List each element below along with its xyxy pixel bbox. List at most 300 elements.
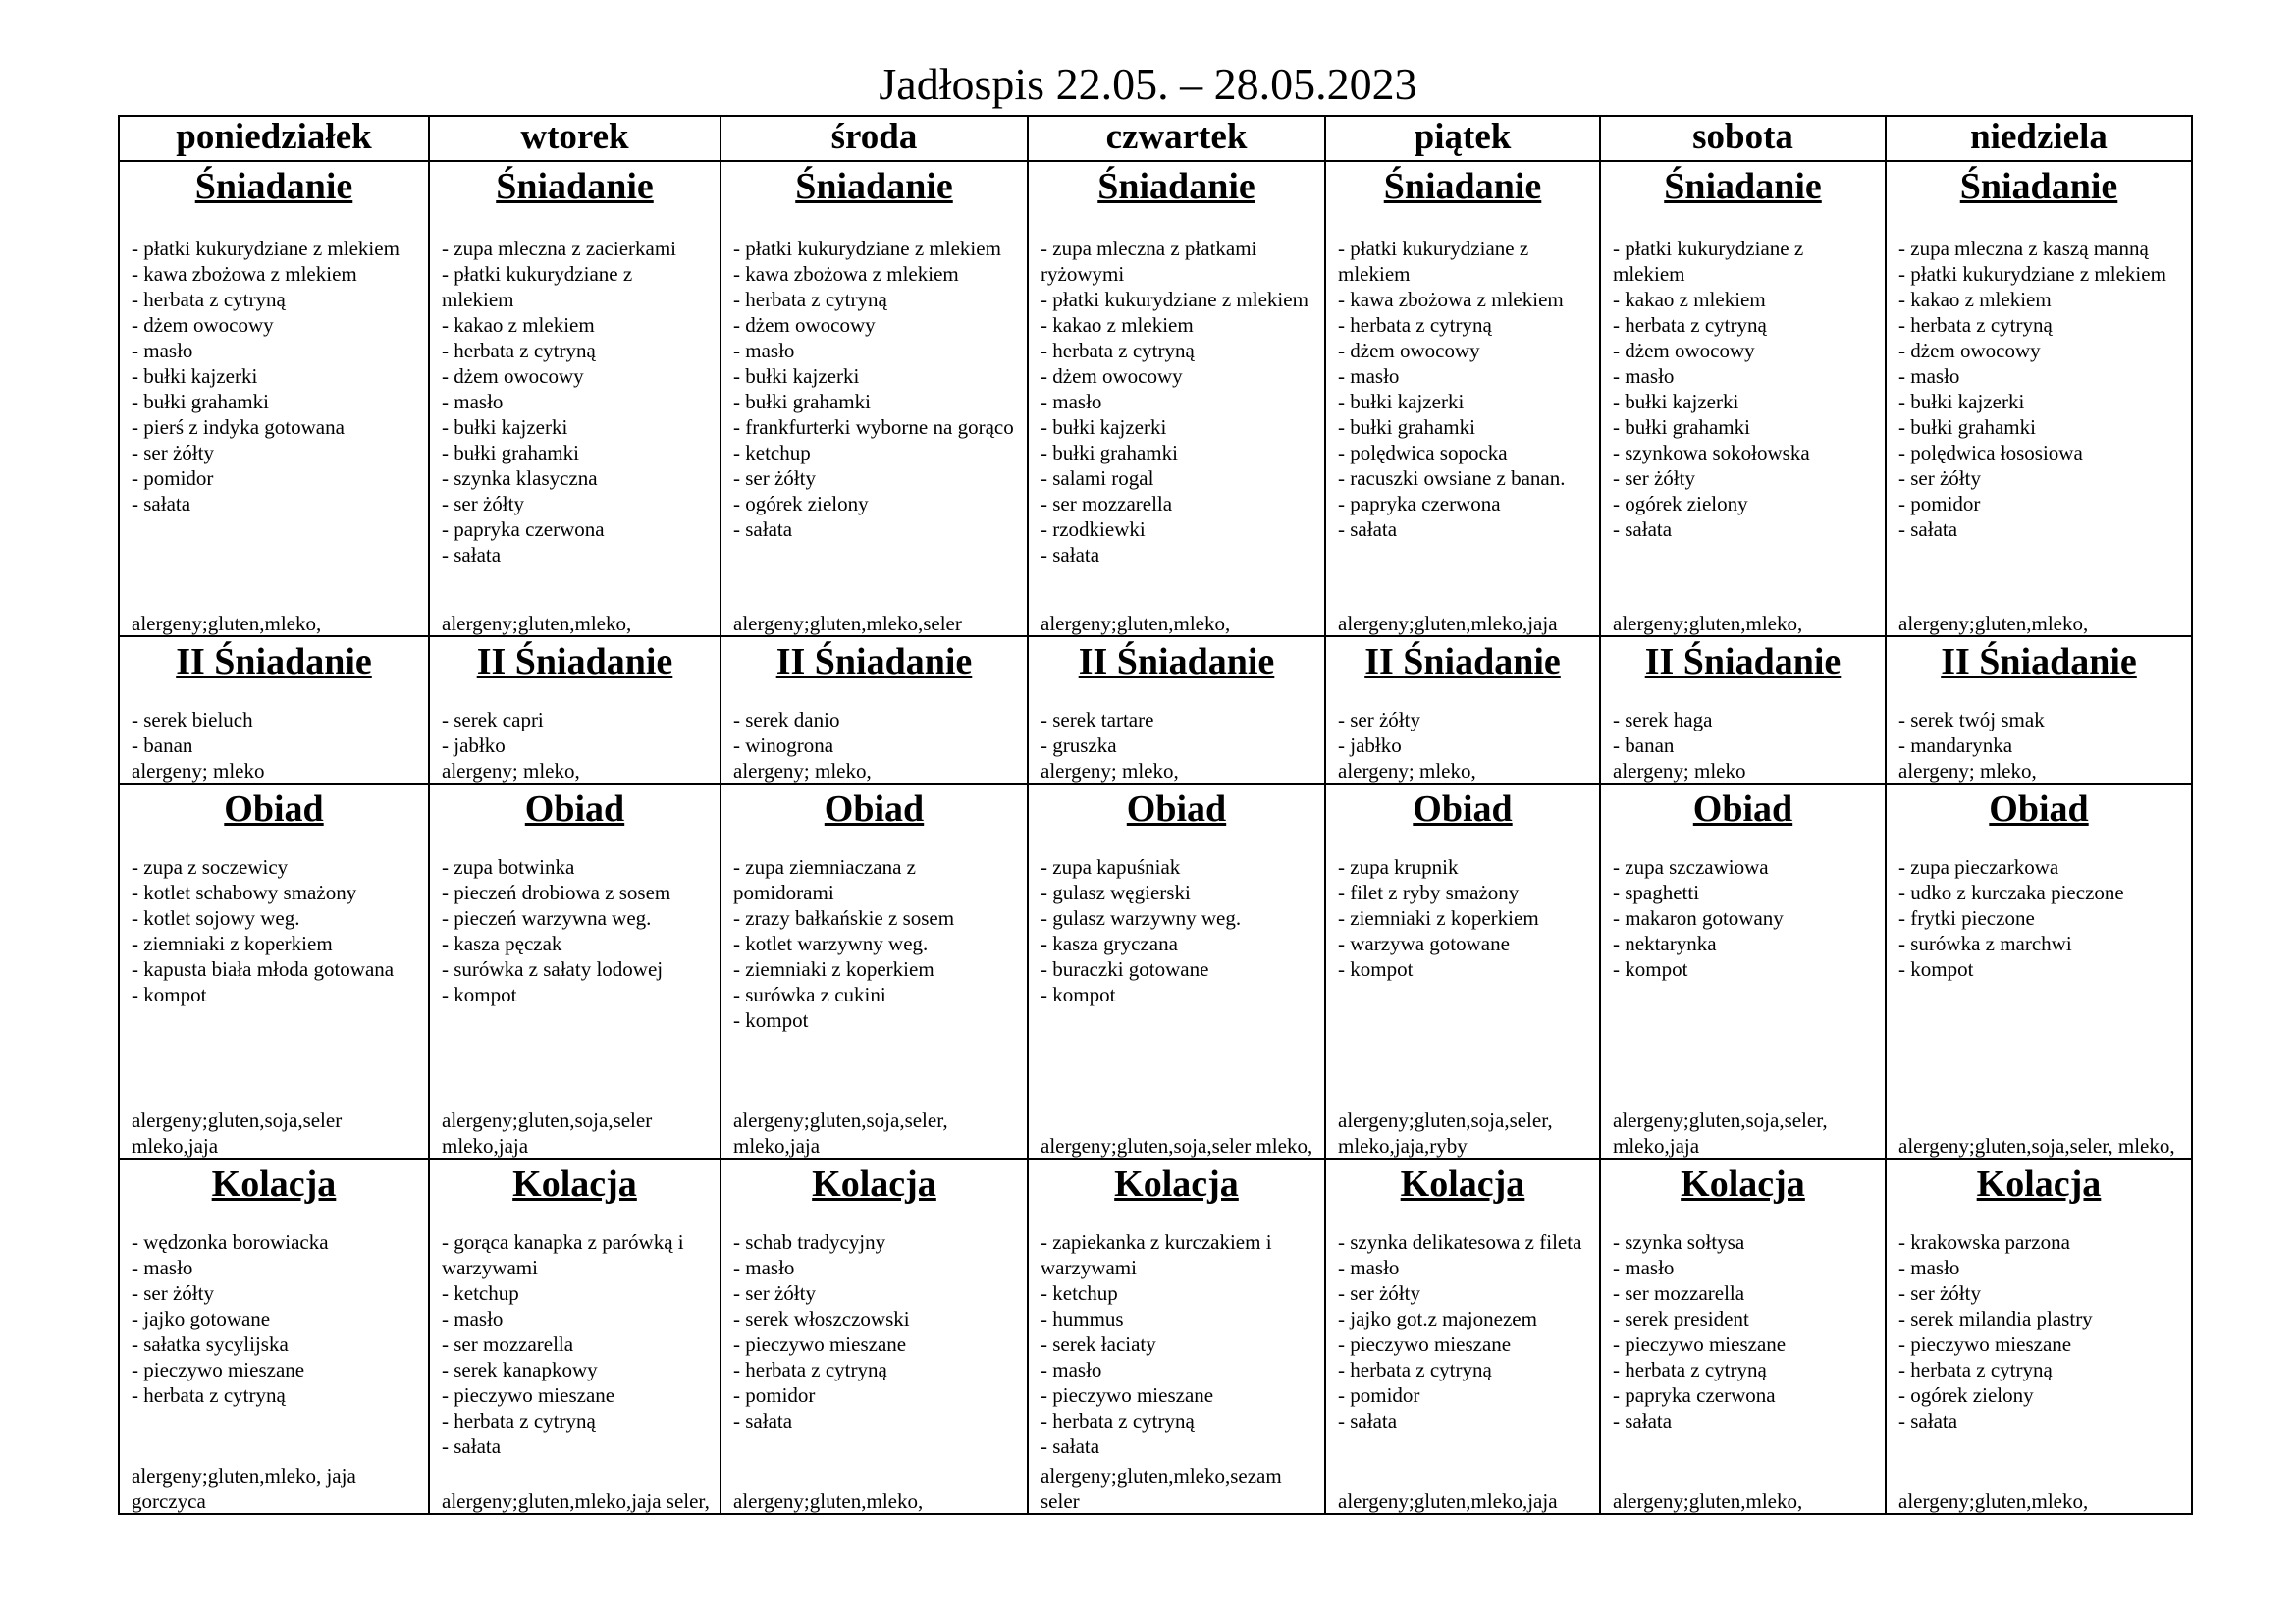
meal-item: - ser żółty	[132, 441, 214, 464]
spacer	[721, 1206, 1027, 1229]
meal-item: - kakao z mlekiem	[442, 313, 595, 337]
allergens-text: alergeny;gluten,mleko,	[1041, 612, 1231, 635]
meal-item: - pieczywo mieszane	[132, 1358, 305, 1381]
meal-item: - papryka czerwona	[1613, 1383, 1776, 1407]
meal-item: - bułki kajzerki	[1041, 415, 1167, 439]
meal-item: - kakao z mlekiem	[1613, 288, 1766, 311]
meal-items-list	[1601, 236, 1885, 542]
menu-cell	[1028, 1159, 1325, 1514]
spacer	[1887, 1206, 2191, 1229]
meal-item: - bułki grahamki	[1338, 415, 1475, 439]
meal-item: - schab tradycyjny	[733, 1230, 886, 1254]
allergens-text: alergeny;gluten,soja,seler mleko,	[1041, 1134, 1313, 1158]
allergens-text: alergeny;gluten,mleko,jaja	[1338, 612, 1558, 635]
meal-item: - ser mozzarella	[442, 1332, 574, 1356]
menu-cell	[1600, 636, 1886, 784]
menu-cell	[429, 1159, 721, 1514]
meal-item: - kotlet warzywny weg.	[733, 932, 929, 955]
meal-item: - mandarynka	[1898, 733, 2013, 757]
meal-heading: Kolacja	[1114, 1164, 1239, 1205]
meal-item: - masło	[1041, 390, 1102, 413]
spacer	[721, 683, 1027, 707]
meal-item: - dżem owocowy	[1898, 339, 2041, 362]
meal-item: - płatki kukurydziane z mlekiem	[1338, 237, 1529, 286]
menu-cell-content	[1601, 787, 1885, 1159]
meal-item: - udko z kurczaka pieczone	[1898, 881, 2124, 904]
meal-item: - pieczywo mieszane	[1338, 1332, 1512, 1356]
meal-items-list	[1887, 854, 2191, 982]
meal-heading: Kolacja	[1400, 1164, 1525, 1205]
allergens-text: alergeny; mleko,	[1041, 759, 1179, 783]
meal-item: - polędwica sopocka	[1338, 441, 1508, 464]
meal-heading: Śniadanie	[1959, 166, 2118, 207]
meal-item: - banan	[1613, 733, 1675, 757]
meal-item: - jabłko	[442, 733, 506, 757]
meal-item: - bułki kajzerki	[1898, 390, 2025, 413]
spacer	[120, 683, 428, 707]
meal-item: - masło	[1898, 1256, 1960, 1279]
meal-item: - dżem owocowy	[442, 364, 584, 388]
meal-item: - bułki grahamki	[1898, 415, 2036, 439]
meal-item: - kompot	[1041, 983, 1116, 1006]
day-header: sobota	[1600, 116, 1886, 161]
meal-item: - kompot	[1338, 957, 1414, 981]
meal-item: - sałata	[733, 517, 793, 541]
meal-item: - bułki grahamki	[132, 390, 269, 413]
spacer	[120, 831, 428, 854]
meal-item: - kompot	[132, 983, 207, 1006]
meal-item: - rzodkiewki	[1041, 517, 1146, 541]
meal-item: - herbata z cytryną	[1338, 1358, 1492, 1381]
menu-cell-content	[120, 1163, 428, 1514]
meal-item: - jajko got.z majonezem	[1338, 1307, 1537, 1330]
meal-item: - serek capri	[442, 708, 544, 731]
allergens-text: alergeny;gluten,soja,seler mleko,jaja	[132, 1109, 343, 1158]
meal-item: - ziemniaki z koperkiem	[733, 957, 934, 981]
menu-cell	[119, 784, 429, 1159]
allergens-text: alergeny;gluten,mleko,jaja seler,	[442, 1489, 710, 1513]
meal-item: - masło	[1613, 1256, 1675, 1279]
allergens-text: alergeny; mleko	[1613, 759, 1746, 783]
meal-items-list	[1029, 707, 1324, 758]
meal-items-list	[430, 236, 720, 568]
meal-items-list	[1029, 236, 1324, 568]
meal-item: - szynka delikatesowa z fileta	[1338, 1230, 1582, 1254]
menu-cell	[1886, 636, 2192, 784]
meal-item: - płatki kukurydziane z mlekiem	[1041, 288, 1308, 311]
meal-item: - zupa z soczewicy	[132, 855, 289, 879]
meal-item: - serek kanapkowy	[442, 1358, 598, 1381]
meal-item: - serek łaciaty	[1041, 1332, 1156, 1356]
meal-item: - warzywa gotowane	[1338, 932, 1510, 955]
menu-cell-content	[1887, 640, 2191, 784]
meal-item: - pieczywo mieszane	[442, 1383, 615, 1407]
menu-cell-content	[120, 165, 428, 636]
meal-item: - masło	[1338, 1256, 1400, 1279]
meal-item: - buraczki gotowane	[1041, 957, 1209, 981]
spacer	[120, 208, 428, 236]
meal-item: - pomidor	[733, 1383, 816, 1407]
meal-item: - płatki kukurydziane z mlekiem	[442, 262, 633, 311]
day-header: wtorek	[429, 116, 721, 161]
menu-cell-content	[430, 165, 720, 636]
meal-item: - kompot	[1898, 957, 1974, 981]
meal-item: - serek danio	[733, 708, 840, 731]
meal-item: - herbata z cytryną	[1898, 1358, 2053, 1381]
meal-item: - winogrona	[733, 733, 834, 757]
meal-item: - kompot	[1613, 957, 1688, 981]
menu-cell	[429, 784, 721, 1159]
spacer	[120, 1206, 428, 1229]
allergens-text: alergeny;gluten,mleko,sezam seler	[1041, 1464, 1282, 1513]
menu-cell-content	[430, 787, 720, 1159]
menu-cell-content	[721, 787, 1027, 1159]
menu-cell-content	[120, 640, 428, 784]
meal-item: - pomidor	[132, 466, 214, 490]
spacer	[430, 1206, 720, 1229]
spacer	[1601, 683, 1885, 707]
menu-cell	[721, 784, 1028, 1159]
meal-item: - szynkowa sokołowska	[1613, 441, 1810, 464]
meal-item: - płatki kukurydziane z mlekiem	[1898, 262, 2166, 286]
meal-item: - serek tartare	[1041, 708, 1154, 731]
spacer	[1029, 1206, 1324, 1229]
meal-item: - pierś z indyka gotowana	[132, 415, 345, 439]
menu-body	[119, 161, 2192, 1514]
meal-items-list	[1029, 1229, 1324, 1459]
meal-item: - frytki pieczone	[1898, 906, 2035, 930]
meal-heading: Śniadanie	[1664, 166, 1822, 207]
meal-item: - ser żółty	[1338, 1281, 1420, 1305]
meal-item: - ogórek zielony	[1613, 492, 1748, 515]
allergens-text: alergeny; mleko,	[1338, 759, 1476, 783]
allergens-text: alergeny;gluten,soja,seler, mleko,jaja	[1613, 1109, 1828, 1158]
meal-items-list	[430, 854, 720, 1007]
meal-item: - zupa botwinka	[442, 855, 575, 879]
meal-heading: Obiad	[1126, 788, 1227, 830]
menu-cell	[1600, 1159, 1886, 1514]
meal-item: - filet z ryby smażony	[1338, 881, 1520, 904]
meal-items-list	[721, 854, 1027, 1033]
meal-item: - kotlet schabowy smażony	[132, 881, 357, 904]
spacer	[430, 208, 720, 236]
meal-item: - ketchup	[1041, 1281, 1118, 1305]
meal-item: - ketchup	[733, 441, 811, 464]
meal-item: - ser żółty	[1613, 466, 1695, 490]
meal-item: - masło	[733, 1256, 795, 1279]
meal-item: - dżem owocowy	[733, 313, 876, 337]
menu-cell	[1028, 784, 1325, 1159]
meal-item: - serek president	[1613, 1307, 1749, 1330]
meal-item: - sałata	[1338, 517, 1398, 541]
menu-cell-content	[120, 787, 428, 1159]
meal-item: - krakowska parzona	[1898, 1230, 2070, 1254]
meal-item: - nektarynka	[1613, 932, 1717, 955]
meal-items-list	[1029, 854, 1324, 1007]
meal-item: - płatki kukurydziane z mlekiem	[1613, 237, 1804, 286]
meal-item: - masło	[1338, 364, 1400, 388]
meal-item: - zrazy bałkańskie z sosem	[733, 906, 955, 930]
meal-item: - ketchup	[442, 1281, 519, 1305]
day-header: czwartek	[1028, 116, 1325, 161]
meal-item: - bułki grahamki	[733, 390, 871, 413]
meal-item: - pieczywo mieszane	[733, 1332, 907, 1356]
menu-cell-content	[430, 1163, 720, 1514]
menu-cell	[119, 1159, 429, 1514]
menu-cell-content	[1326, 1163, 1599, 1514]
meal-item: - pieczywo mieszane	[1041, 1383, 1214, 1407]
meal-item: - pomidor	[1898, 492, 1981, 515]
meal-items-list	[120, 854, 428, 1007]
meal-item: - bułki kajzerki	[442, 415, 568, 439]
meal-item: - kompot	[733, 1008, 809, 1032]
meal-item: - płatki kukurydziane z mlekiem	[733, 237, 1001, 260]
meal-item: - kompot	[442, 983, 517, 1006]
meal-heading: Obiad	[524, 788, 625, 830]
meal-item: - pieczywo mieszane	[1898, 1332, 2072, 1356]
meal-item: - gorąca kanapka z parówką i warzywami	[442, 1230, 684, 1279]
meal-item: - kasza gryczana	[1041, 932, 1178, 955]
spacer	[1326, 683, 1599, 707]
meal-items-list	[1326, 236, 1599, 542]
allergens-text: alergeny;gluten,mleko, jaja gorczyca	[132, 1464, 356, 1513]
meal-item: - sałatka sycylijska	[132, 1332, 289, 1356]
meal-item: - masło	[1613, 364, 1675, 388]
meal-item: - sałata	[132, 492, 191, 515]
meal-item: - gulasz węgierski	[1041, 881, 1191, 904]
meal-item: - kawa zbożowa z mlekiem	[1338, 288, 1564, 311]
meal-item: - kawa zbożowa z mlekiem	[733, 262, 959, 286]
meal-item: - sałata	[1898, 517, 1958, 541]
meal-item: - sałata	[1041, 543, 1100, 567]
meal-item: - masło	[132, 339, 193, 362]
spacer	[721, 208, 1027, 236]
menu-cell-content	[1326, 165, 1599, 636]
meal-item: - serek włoszczowski	[733, 1307, 910, 1330]
meal-item: - sałata	[442, 543, 502, 567]
meal-items-list	[1887, 236, 2191, 542]
spacer	[1887, 831, 2191, 854]
menu-cell-content	[1029, 165, 1324, 636]
menu-cell	[1886, 784, 2192, 1159]
menu-cell-content	[1029, 787, 1324, 1159]
spacer	[1029, 208, 1324, 236]
meal-item: - masło	[1898, 364, 1960, 388]
meal-item: - wędzonka borowiacka	[132, 1230, 329, 1254]
menu-cell-content	[1887, 1163, 2191, 1514]
meal-item: - sałata	[1898, 1409, 1958, 1433]
meal-heading: Obiad	[824, 788, 925, 830]
allergens-text: alergeny;gluten,soja,seler mleko,jaja	[442, 1109, 653, 1158]
menu-cell	[429, 636, 721, 784]
meal-items-list	[430, 707, 720, 758]
spacer	[1326, 831, 1599, 854]
meal-heading: Kolacja	[211, 1164, 337, 1205]
meal-item: - polędwica łososiowa	[1898, 441, 2083, 464]
meal-item: - zupa szczawiowa	[1613, 855, 1769, 879]
meal-items-list	[1326, 854, 1599, 982]
menu-cell-content	[1326, 787, 1599, 1159]
meal-item: - zupa ziemniaczana z pomidorami	[733, 855, 916, 904]
meal-heading: Kolacja	[512, 1164, 637, 1205]
meal-item: - bułki kajzerki	[1338, 390, 1465, 413]
meal-item: - ser żółty	[132, 1281, 214, 1305]
menu-cell	[429, 161, 721, 636]
day-header: piątek	[1325, 116, 1600, 161]
meal-heading: II Śniadanie	[1644, 641, 1842, 682]
meal-heading: Obiad	[224, 788, 324, 830]
menu-cell	[1325, 161, 1600, 636]
meal-item: - herbata z cytryną	[1613, 1358, 1767, 1381]
meal-item: - surówka z cukini	[733, 983, 886, 1006]
meal-items-list	[721, 1229, 1027, 1434]
day-header: środa	[721, 116, 1028, 161]
meal-item: - zupa kapuśniak	[1041, 855, 1181, 879]
meal-item: - racuszki owsiane z banan.	[1338, 466, 1566, 490]
meal-row	[119, 1159, 2192, 1514]
meal-heading: Obiad	[1692, 788, 1793, 830]
meal-item: - sałata	[1041, 1435, 1100, 1458]
meal-items-list	[1887, 707, 2191, 758]
meal-item: - surówka z marchwi	[1898, 932, 2072, 955]
spacer	[430, 831, 720, 854]
meal-item: - gulasz warzywny weg.	[1041, 906, 1242, 930]
meal-item: - surówka z sałaty lodowej	[442, 957, 664, 981]
meal-heading: Śniadanie	[194, 166, 353, 207]
days-header-row	[119, 116, 2192, 161]
meal-item: - kawa zbożowa z mlekiem	[132, 262, 357, 286]
meal-item: - serek twój smak	[1898, 708, 2045, 731]
spacer	[1029, 683, 1324, 707]
allergens-text: alergeny;gluten,mleko,	[1898, 1489, 2089, 1513]
meal-item: - ser żółty	[1338, 708, 1420, 731]
allergens-text: alergeny;gluten,soja,seler, mleko,jaja	[733, 1109, 948, 1158]
meal-item: - pieczeń warzywna weg.	[442, 906, 652, 930]
meal-item: - masło	[442, 1307, 504, 1330]
meal-item: - ogórek zielony	[733, 492, 869, 515]
menu-cell-content	[430, 640, 720, 784]
meal-items-list	[430, 1229, 720, 1459]
meal-heading: Obiad	[1989, 788, 2089, 830]
meal-item: - zapiekanka z kurczakiem i warzywami	[1041, 1230, 1272, 1279]
meal-item: - jajko gotowane	[132, 1307, 271, 1330]
spacer	[1326, 208, 1599, 236]
allergens-text: alergeny; mleko,	[442, 759, 580, 783]
meal-items-list	[1326, 707, 1599, 758]
spacer	[1601, 1206, 1885, 1229]
meal-item: - banan	[132, 733, 193, 757]
meal-item: - ziemniaki z koperkiem	[1338, 906, 1539, 930]
allergens-text: alergeny; mleko	[132, 759, 265, 783]
meal-items-list	[1601, 707, 1885, 758]
menu-cell-content	[1029, 640, 1324, 784]
meal-item: - bułki kajzerki	[1613, 390, 1739, 413]
meal-heading: Śniadanie	[496, 166, 654, 207]
meal-heading: II Śniadanie	[1941, 641, 2137, 682]
meal-item: - kapusta biała młoda gotowana	[132, 957, 395, 981]
page-title: Jadłospis 22.05. – 28.05.2023	[879, 59, 1417, 109]
menu-cell	[119, 636, 429, 784]
meal-item: - sałata	[1338, 1409, 1398, 1433]
meal-item: - herbata z cytryną	[1338, 313, 1492, 337]
meal-items-list	[1326, 1229, 1599, 1434]
meal-item: - zupa mleczna z kaszą manną	[1898, 237, 2149, 260]
meal-items-list	[120, 1229, 428, 1408]
meal-heading: II Śniadanie	[1364, 641, 1561, 682]
menu-cell	[721, 1159, 1028, 1514]
meal-item: - ogórek zielony	[1898, 1383, 2034, 1407]
meal-heading: Śniadanie	[1097, 166, 1255, 207]
meal-item: - ser mozzarella	[1041, 492, 1173, 515]
meal-row	[119, 784, 2192, 1159]
meal-heading: Śniadanie	[795, 166, 953, 207]
meal-heading: Kolacja	[812, 1164, 936, 1205]
meal-item: - kakao z mlekiem	[1041, 313, 1194, 337]
spacer	[1601, 831, 1885, 854]
meal-item: - frankfurterki wyborne na gorąco	[733, 415, 1014, 439]
meal-items-list	[120, 707, 428, 758]
meal-item: - herbata z cytryną	[733, 1358, 887, 1381]
meal-item: - papryka czerwona	[1338, 492, 1501, 515]
meal-item: - bułki grahamki	[1041, 441, 1178, 464]
meal-item: - makaron gotowany	[1613, 906, 1784, 930]
meal-item: - zupa mleczna z zacierkami	[442, 237, 677, 260]
meal-item: - masło	[132, 1256, 193, 1279]
meal-item: - zupa mleczna z płatkami ryżowymi	[1041, 237, 1257, 286]
menu-cell	[1600, 784, 1886, 1159]
meal-item: - ser mozzarella	[1613, 1281, 1745, 1305]
meal-item: - ser żółty	[1898, 466, 1981, 490]
meal-item: - herbata z cytryną	[1041, 339, 1195, 362]
meal-row	[119, 636, 2192, 784]
meal-item: - herbata z cytryną	[1613, 313, 1767, 337]
spacer	[1601, 208, 1885, 236]
menu-cell-content	[1029, 1163, 1324, 1514]
meal-item: - herbata z cytryną	[1898, 313, 2053, 337]
allergens-text: alergeny;gluten,mleko,	[442, 612, 632, 635]
meal-items-list	[1601, 1229, 1885, 1434]
meal-item: - herbata z cytryną	[1041, 1409, 1195, 1433]
meal-heading: Kolacja	[1976, 1164, 2102, 1205]
spacer	[1887, 208, 2191, 236]
day-header: niedziela	[1886, 116, 2192, 161]
meal-item: - spaghetti	[1613, 881, 1700, 904]
allergens-text: alergeny;gluten,mleko,	[1613, 612, 1803, 635]
meal-item: - płatki kukurydziane z mlekiem	[132, 237, 400, 260]
meal-item: - masło	[733, 339, 795, 362]
meal-heading: Śniadanie	[1383, 166, 1542, 207]
meal-item: - pieczywo mieszane	[1613, 1332, 1787, 1356]
menu-cell	[1886, 161, 2192, 636]
menu-cell-content	[1601, 640, 1885, 784]
meal-item: - zupa krupnik	[1338, 855, 1459, 879]
allergens-text: alergeny; mleko,	[733, 759, 872, 783]
menu-cell-content	[721, 1163, 1027, 1514]
allergens-text: alergeny;gluten,soja,seler, mleko,	[1898, 1134, 2175, 1158]
allergens-text: alergeny;gluten,soja,seler, mleko,jaja,ryby	[1338, 1109, 1553, 1158]
meal-item: - ziemniaki z koperkiem	[132, 932, 333, 955]
menu-cell-content	[1601, 1163, 1885, 1514]
menu-cell-content	[1887, 787, 2191, 1159]
meal-item: - herbata z cytryną	[132, 1383, 286, 1407]
meal-heading: II Śniadanie	[775, 641, 973, 682]
meal-heading: Obiad	[1413, 788, 1513, 830]
meal-items-list	[1601, 854, 1885, 982]
meal-item: - ser żółty	[733, 1281, 816, 1305]
meal-item: - herbata z cytryną	[442, 1409, 596, 1433]
meal-item: - herbata z cytryną	[132, 288, 286, 311]
meal-item: - serek bieluch	[132, 708, 253, 731]
